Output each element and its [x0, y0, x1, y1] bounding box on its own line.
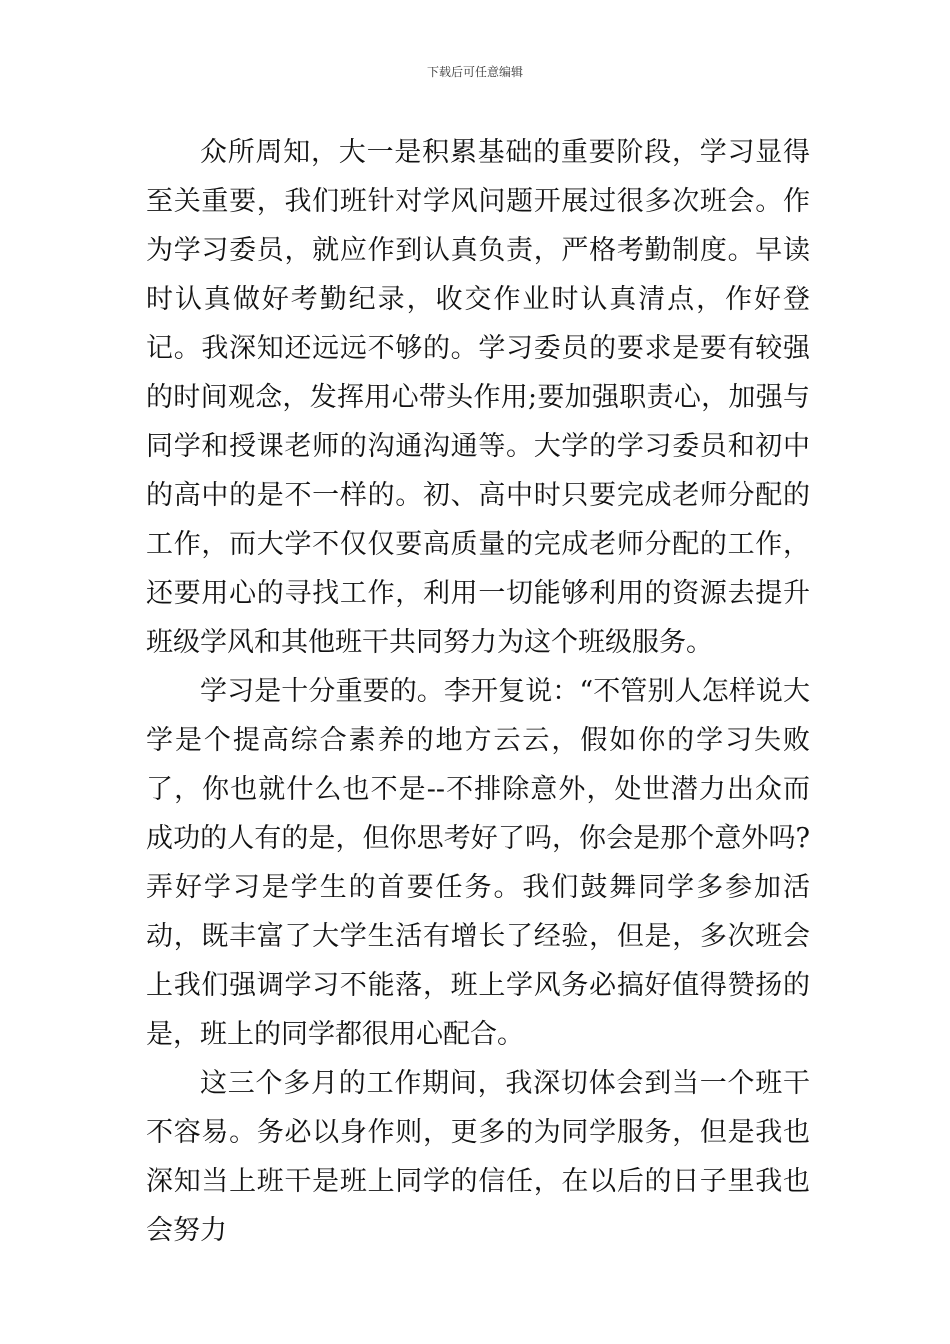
- paragraph: 学习是十分重要的。李开复说：“不管别人怎样说大学是个提高综合素养的地方云云，假如你的学习失败了，你也就什么也不是--不排除意外，处世潜力出众而成功的人有的是，但你思考好了吗，你会是那个意外吗?弄好学习是学生的首要任务。我们鼓舞同学多参加活动，既丰富了大学生活有增长了经验，但是，多次班会上我们强调学习不能落，班上学风务必搞好值得赞扬的是，班上的同学都很用心配合。: [146, 676, 810, 1050]
- page-header: 下载后可任意编辑: [426, 65, 523, 79]
- document-body: [146, 128, 810, 1255]
- paragraph: 这三个多月的工作期间，我深切体会到当一个班干不容易。务必以身作则，更多的为同学服务，但是我也深知当上班干是班上同学的信任，在以后的日子里我也会努力: [146, 1068, 810, 1246]
- paragraph: 众所周知，大一是积累基础的重要阶段，学习显得至关重要，我们班针对学风问题开展过很多次班会。作为学习委员，就应作到认真负责，严格考勤制度。早读时认真做好考勤纪录，收交作业时认真清点，作好登记。我深知还远远不够的。学习委员的要求是要有较强的时间观念，发挥用心带头作用;要加强职责心，加强与同学和授课老师的沟通沟通等。大学的学习委员和初中的高中的是不一样的。初、高中时只要完成老师分配的工作，而大学不仅仅要高质量的完成老师分配的工作，还要用心的寻找工作，利用一切能够利用的资源去提升班级学风和其他班干共同努力为这个班级服务。: [146, 137, 810, 658]
